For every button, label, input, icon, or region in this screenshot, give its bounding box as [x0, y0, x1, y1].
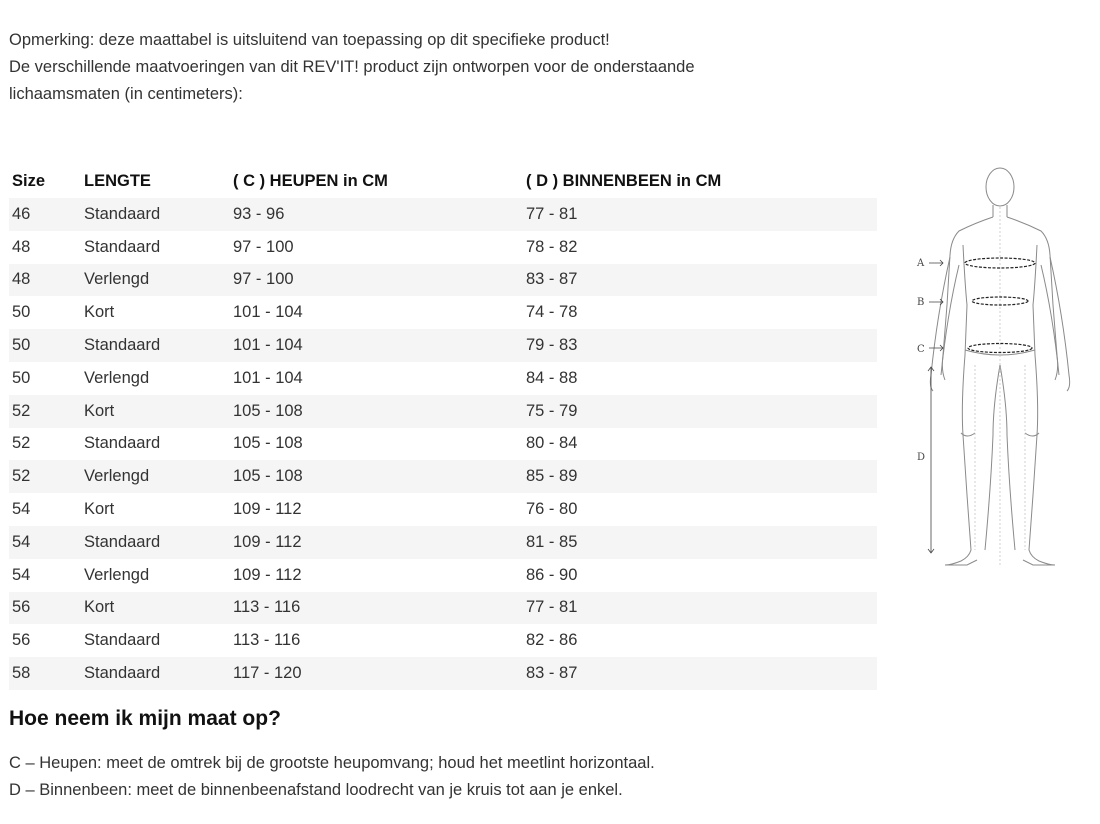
table-row: [9, 624, 877, 657]
howto-instructions: [9, 750, 655, 804]
size-chart-note: [9, 27, 809, 108]
size-table: [9, 164, 877, 690]
cell-hips: 113 - 116: [233, 631, 301, 650]
cell-size: 48: [12, 270, 31, 289]
table-row: [9, 493, 877, 526]
size-table-body: [9, 198, 877, 690]
table-row: [9, 362, 877, 395]
cell-hips: 109 - 112: [233, 500, 302, 519]
cell-hips: 113 - 116: [233, 598, 301, 617]
table-header-row: [9, 164, 877, 198]
note-line-3: lichaamsmaten (in centimeters):: [9, 85, 243, 103]
cell-hips: 105 - 108: [233, 434, 303, 453]
cell-length: Standaard: [84, 204, 161, 223]
table-row: [9, 231, 877, 264]
cell-size: 54: [12, 500, 31, 519]
arrow-a-icon: [929, 260, 943, 266]
cell-size: 56: [12, 631, 31, 650]
instruction-hips: C – Heupen: meet de omtrek bij de grootste heupomvang; houd het meetlint horizontaal.: [9, 754, 655, 772]
cell-inseam: 81 - 85: [526, 532, 578, 551]
cell-hips: 101 - 104: [233, 368, 303, 387]
table-row: [9, 559, 877, 592]
header-inseam: ( D ) BINNENBEEN in CM: [526, 171, 722, 190]
cell-length: Kort: [84, 500, 115, 519]
cell-length: Kort: [84, 303, 115, 322]
cell-size: 50: [12, 368, 31, 387]
cell-length: Standaard: [84, 336, 161, 355]
arrow-b-icon: [929, 299, 943, 305]
cell-inseam: 77 - 81: [526, 204, 578, 223]
cell-length: Verlengd: [84, 565, 150, 584]
cell-inseam: 76 - 80: [526, 500, 578, 519]
cell-length: Kort: [84, 598, 115, 617]
table-row: [9, 329, 877, 362]
cell-inseam: 80 - 84: [526, 434, 578, 453]
measure-d-arrow-icon: [928, 367, 934, 553]
cell-length: Standaard: [84, 631, 161, 650]
cell-size: 52: [12, 467, 31, 486]
cell-hips: 97 - 100: [233, 270, 294, 289]
arrow-c-icon: [929, 345, 943, 351]
cell-hips: 101 - 104: [233, 336, 303, 355]
table-row: [9, 395, 877, 428]
cell-hips: 109 - 112: [233, 565, 302, 584]
header-length: LENGTE: [84, 171, 151, 190]
cell-inseam: 79 - 83: [526, 336, 578, 355]
table-row: [9, 526, 877, 559]
table-row: [9, 264, 877, 297]
table-row: [9, 198, 877, 231]
cell-hips: 117 - 120: [233, 664, 302, 683]
cell-length: Standaard: [84, 664, 161, 683]
table-row: [9, 592, 877, 625]
table-row: [9, 460, 877, 493]
cell-size: 48: [12, 237, 31, 256]
cell-hips: 105 - 108: [233, 401, 303, 420]
cell-size: 52: [12, 401, 31, 420]
header-size: Size: [12, 171, 46, 190]
table-row: [9, 428, 877, 461]
cell-length: Standaard: [84, 434, 161, 453]
table-row: [9, 296, 877, 329]
cell-size: 46: [12, 204, 31, 223]
cell-size: 52: [12, 434, 31, 453]
note-line-2: De verschillende maatvoeringen van dit REV'IT! product zijn ontworpen voor de onderstaande: [9, 58, 695, 76]
cell-length: Verlengd: [84, 270, 150, 289]
label-d: D: [917, 452, 926, 463]
body-measurement-figure: [905, 165, 1075, 575]
table-row: [9, 657, 877, 690]
cell-inseam: 78 - 82: [526, 237, 578, 256]
cell-size: 54: [12, 565, 31, 584]
cell-size: 50: [12, 303, 31, 322]
cell-hips: 105 - 108: [233, 467, 303, 486]
header-hips: ( C ) HEUPEN in CM: [233, 171, 388, 190]
cell-length: Standaard: [84, 532, 161, 551]
cell-hips: 109 - 112: [233, 532, 302, 551]
instruction-inseam: D – Binnenbeen: meet de binnenbeenafstand loodrecht van je kruis tot aan je enkel.: [9, 781, 623, 799]
cell-length: Standaard: [84, 237, 161, 256]
cell-size: 58: [12, 664, 31, 683]
cell-inseam: 75 - 79: [526, 401, 578, 420]
howto-title: Hoe neem ik mijn maat op?: [9, 707, 281, 730]
cell-inseam: 83 - 87: [526, 270, 578, 289]
cell-inseam: 83 - 87: [526, 664, 578, 683]
cell-hips: 101 - 104: [233, 303, 303, 322]
cell-inseam: 85 - 89: [526, 467, 578, 486]
cell-size: 50: [12, 336, 31, 355]
cell-length: Verlengd: [84, 467, 150, 486]
cell-inseam: 77 - 81: [526, 598, 578, 617]
cell-inseam: 74 - 78: [526, 303, 578, 322]
mannequin-illustration: [905, 165, 1075, 575]
cell-inseam: 86 - 90: [526, 565, 578, 584]
cell-inseam: 82 - 86: [526, 631, 578, 650]
cell-size: 56: [12, 598, 31, 617]
label-c: C: [917, 344, 925, 355]
cell-length: Verlengd: [84, 368, 150, 387]
cell-hips: 97 - 100: [233, 237, 294, 256]
label-b: B: [917, 297, 925, 308]
cell-hips: 93 - 96: [233, 204, 285, 223]
note-line-1: Opmerking: deze maattabel is uitsluitend van toepassing op dit specifieke product!: [9, 31, 610, 49]
cell-size: 54: [12, 532, 31, 551]
cell-length: Kort: [84, 401, 115, 420]
cell-inseam: 84 - 88: [526, 368, 578, 387]
label-a: A: [917, 258, 925, 269]
